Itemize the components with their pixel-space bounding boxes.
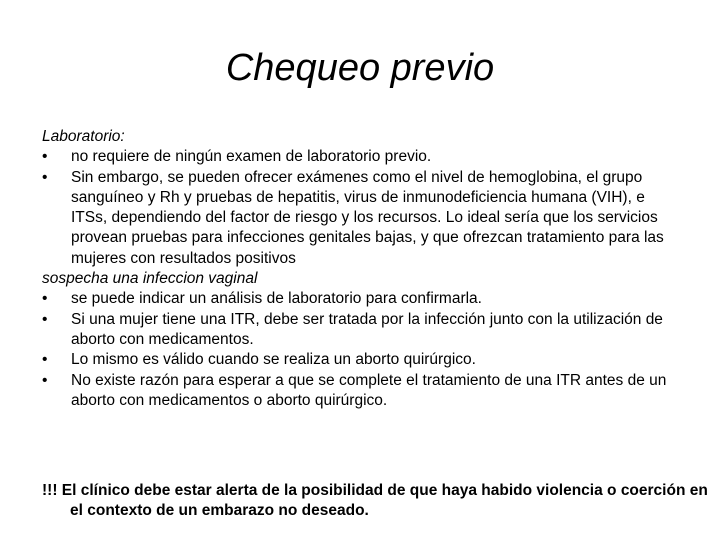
list-item-text: Lo mismo es válido cuando se realiza un aborto quirúrgico.	[71, 351, 476, 369]
list-item	[42, 147, 682, 167]
list-item	[42, 371, 682, 412]
bullet-icon: •	[42, 148, 48, 166]
bullet-icon: •	[42, 168, 48, 186]
list-item	[42, 289, 682, 309]
bullet-icon: •	[42, 351, 48, 369]
bullet-list-laboratorio	[42, 147, 682, 269]
list-item-text: Sin embargo, se pueden ofrecer exámenes como el nivel de hemoglobina, el grupo sanguíneo y Rh y pruebas de hepatitis, virus de inmunodeficiencia humana (VIH), e ITSs, dependiendo del factor de riesgo y los recursos. Lo ideal sería que los servicios provean pruebas para infecciones genitales bajas, y que ofrezcan tratamiento para las mujeres con resultados positivos	[71, 168, 664, 267]
list-item-text: No existe razón para esperar a que se complete el tratamiento de una ITR antes de un aborto con medicamentos o aborto quirúrgico.	[71, 371, 667, 409]
list-item-text: se puede indicar un análisis de laboratorio para confirmarla.	[71, 290, 482, 308]
list-item	[42, 350, 682, 370]
list-item-text: Si una mujer tiene una ITR, debe ser tratada por la infección junto con la utilización de aborto con medicamentos.	[71, 310, 663, 348]
slide-title: Chequeo previo	[225, 47, 495, 89]
bullet-icon: •	[42, 290, 48, 308]
bullet-list-infeccion	[42, 289, 682, 411]
list-item	[42, 168, 682, 269]
list-item-text: no requiere de ningún examen de laboratorio previo.	[71, 148, 432, 166]
section-heading-infeccion: sospecha una infeccion vaginal	[42, 270, 258, 288]
bullet-icon: •	[42, 371, 48, 389]
alert-note: !!! El clínico debe estar alerta de la posibilidad de que haya habido violencia o coerción en el contexto de un embarazo no deseado.	[42, 482, 708, 519]
bullet-icon: •	[42, 310, 48, 328]
section-heading-laboratorio: Laboratorio:	[42, 128, 125, 145]
slide-body	[42, 127, 682, 411]
list-item	[42, 310, 682, 351]
